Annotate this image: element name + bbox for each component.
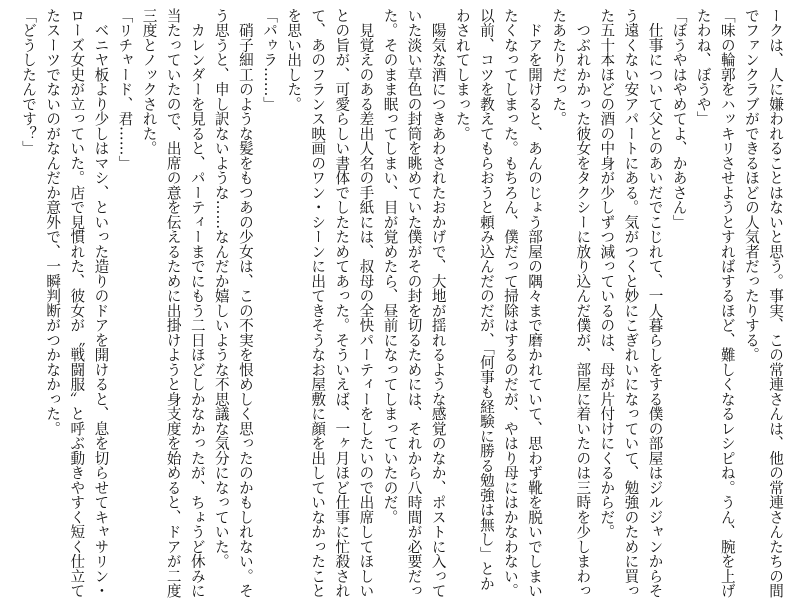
text-line: たくなってしまった。もちろん、僕だって掃除はするのだが、やはり母にはかなわない。 [501, 8, 519, 598]
text-line: ドアを開けると、あんのじょう部屋の隅々まで磨かれていて、思わず靴を脱いでしまい [526, 8, 544, 598]
text-line: 見覚えのある差出人名の手紙には、叔母の全快パーティーをしたいので出席してほしい [357, 8, 375, 598]
text-line: 「リチャード、君……」 [116, 8, 134, 171]
text-line: つぶれかかった彼女をタクシーに放り込んだ僕が、部屋に着いたのは三時を少しまわっ [574, 8, 592, 598]
text-line: う遠くない安アパートにある。気がつくと妙にこぎれいになっていて、勉強のために買っ [622, 8, 640, 598]
vertical-text-body [16, 8, 787, 598]
text-line: て、あのフランス映画のワン・シーンに出てきそうなお屋敷に顔を出していなかったこと [309, 8, 327, 598]
text-line: たあたりだった。 [550, 8, 568, 126]
text-line: たスーツでないのがなんだか意外で、一瞬判断がつかなかった。 [44, 8, 62, 436]
text-line: 「パゥラ……」 [261, 8, 279, 112]
text-line: 「味の輪郭をハッキリさせようとすればするほど、難しくなるレシピね。うん、腕を上げ [718, 8, 736, 598]
text-line: た五十本ほどの酒の中身が少しずつ減っているのは、母が片付けにくるからだ。 [598, 8, 616, 539]
text-line: 三度とノックされた。 [140, 8, 158, 156]
text-line: ークは、人に嫌われることはないと思う。事実、この常連さんは、他の常連さんたちの間 [767, 8, 784, 598]
text-line: いた淡い草色の封筒を眺めていた僕がその封を切るためには、それから八時間が必要だっ [405, 8, 423, 598]
text-line: 「ぼうやはやめてよ、かあさん」 [670, 8, 688, 230]
text-line: ベニヤ板より少しはマシ、といった造りのドアを開けると、息を切らせてキャサリン・ [92, 8, 110, 598]
text-line: う思うと、申し訳ないような……なんだか嬉しいような不思議な気分になっていた。 [212, 8, 230, 569]
text-line: 当たっていたので、出席の意を伝えるために出掛けようと身支度を始めると、ドアが二度 [164, 8, 182, 598]
text-line: 硝子細工のような髪をもつあの少女は、この不実を恨めしく思ったのかもしれない。そ [236, 8, 254, 598]
text-line: 仕事について父とのあいだでこじれて、一人暮らしをする僕の部屋はジルジャンからそ [646, 8, 664, 598]
text-line: でファンクラブができるほどの人気者だったりする。 [742, 8, 760, 362]
text-line: カレンダーを見ると、パーティーまでにもう二日ほどしかなかったが、ちょうど休みに [188, 8, 206, 598]
text-line: ローズ女史が立っていた。店で見慣れた、彼女が〝戦闘服〟と呼ぶ動きやすく短く仕立て [68, 8, 86, 598]
text-line: 「どうしたんです？」 [20, 8, 38, 156]
text-line: を思い出した。 [285, 8, 303, 112]
text-line: 陽気な酒につきあわされたおかげで、大地が揺れるような感覚のなか、ポストに入って [429, 8, 447, 598]
text-line: たわね、ぼうや」 [694, 8, 712, 126]
text-line: 以前、コツを教えてもらおうと頼み込んだのだが、「何事も経験に勝る勉強は無し」とか [477, 8, 495, 591]
text-line: た。そのまま眠ってしまい、目が覚めたら、昼前になってしまっていたのだ。 [381, 8, 399, 525]
text-line: との旨が、可愛らしい書体でしたためてあった。そういえば、一ヶ月ほど仕事に忙殺され [333, 8, 351, 598]
text-line: わされてしまった。 [453, 8, 471, 141]
